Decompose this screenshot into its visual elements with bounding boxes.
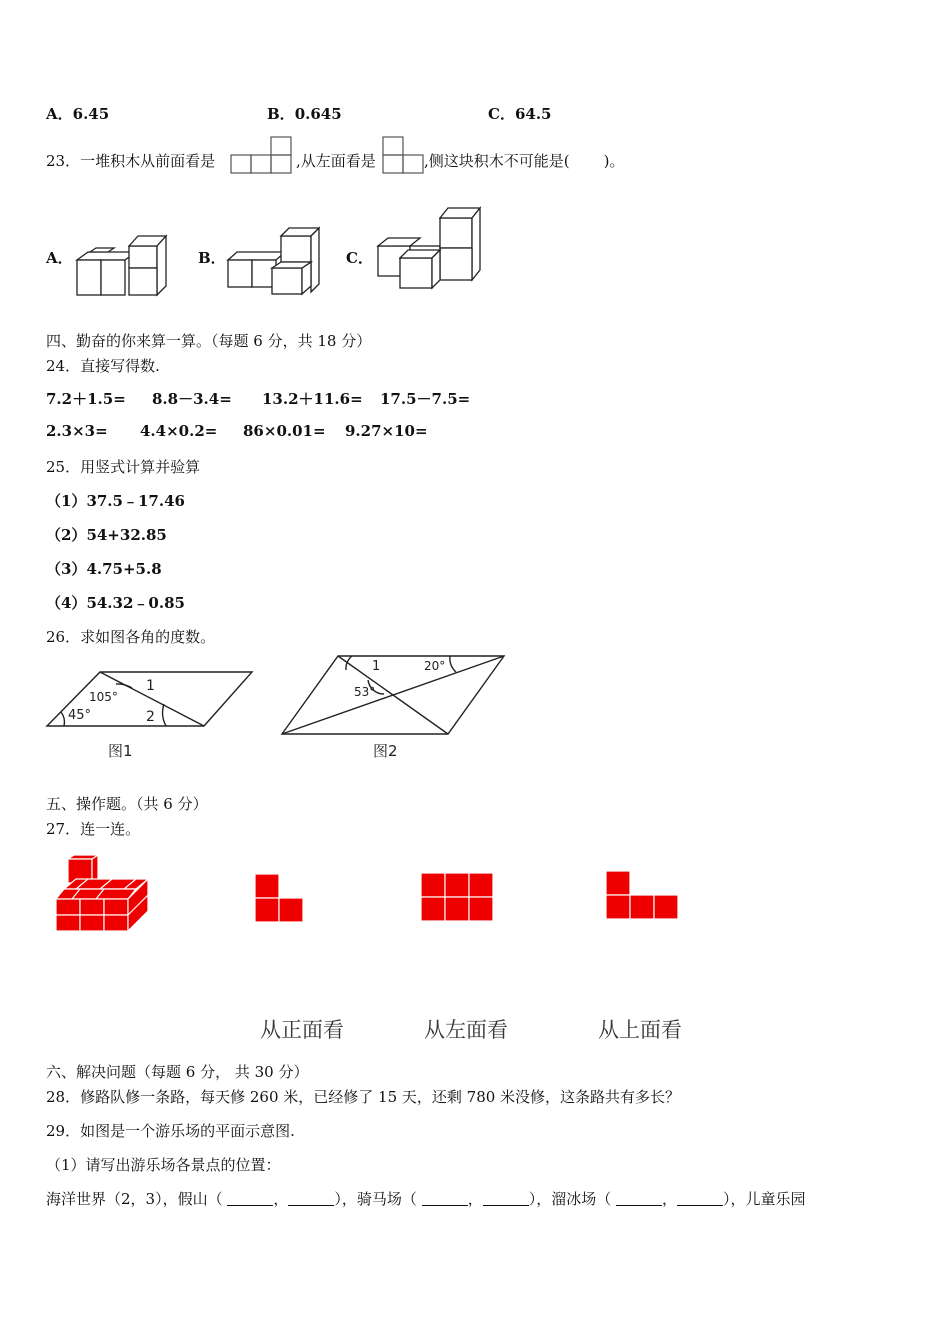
label-top-view: 从上面看 <box>598 1018 682 1042</box>
calc-5: 2.3×3= <box>46 422 108 440</box>
cubes-c-icon <box>374 206 486 292</box>
q25-item-3: （3）4.75+5.8 <box>46 560 162 578</box>
fig1-angle-45: 45° <box>68 708 92 723</box>
fig2-caption: 图2 <box>373 742 398 760</box>
calc-6: 4.4×0.2= <box>140 422 218 440</box>
ice-y-blank[interactable] <box>677 1191 723 1206</box>
section-5-title: 五、操作题。（共 6 分） <box>46 795 208 813</box>
calc-2: 8.8－3.4= <box>152 390 232 408</box>
q23-option-a-label: A． <box>46 249 73 267</box>
fig2-angle-1: 1 <box>372 659 381 674</box>
q25-item-2: （2）54+32.85 <box>46 526 167 544</box>
calc-7: 86×0.01= <box>243 422 326 440</box>
question-27-title: 27．连一连。 <box>46 820 141 838</box>
q23-text-2: ,从左面看是 <box>296 152 376 170</box>
fig1-angle-2: 2 <box>146 709 155 725</box>
calc-4: 17.5－7.5= <box>380 390 471 408</box>
question-25-title: 25．用竖式计算并验算 <box>46 458 201 476</box>
horse-x-blank[interactable] <box>422 1191 468 1206</box>
calc-3: 13.2＋11.6= <box>262 390 363 408</box>
option-b: B．0.645 <box>267 105 342 123</box>
fig1-angle-105: 105° <box>89 690 118 704</box>
cubes-b-icon <box>225 226 320 298</box>
section-6-title: 六、解决问题（每题 6 分， 共 30 分） <box>46 1063 309 1081</box>
red-view-2 <box>420 872 494 924</box>
front-view-icon <box>230 135 294 175</box>
q25-item-4: （4）54.32﹣0.85 <box>46 594 185 612</box>
q25-item-1: （1）37.5﹣17.46 <box>46 492 185 510</box>
q23-text-1: 23．一堆积木从前面看是 <box>46 152 216 170</box>
question-28: 28．修路队修一条路，每天修 260 米，已经修了 15 天，还剩 780 米没修，这条路共有多长？ <box>46 1088 681 1106</box>
question-26-title: 26．求如图各角的度数。 <box>46 628 216 646</box>
question-23 <box>46 150 215 171</box>
fig2-angle-53: 53° <box>354 685 376 699</box>
figure-2 <box>280 652 510 762</box>
q29-positions-line: 海洋世界（2，3），假山（ ， ），骑马场（ ， ），溜冰场（ ， ），儿童乐园 <box>46 1190 806 1208</box>
q29-subquestion-1: （1）请写出游乐场各景点的位置： <box>46 1156 281 1174</box>
section-4-title: 四、勤奋的你来算一算。（每题 6 分，共 18 分） <box>46 332 372 350</box>
q23-text-3: ,侧这块积木不可能是( )。 <box>424 152 625 170</box>
calc-1: 7.2＋1.5= <box>46 390 126 408</box>
question-29-title: 29．如图是一个游乐场的平面示意图. <box>46 1122 295 1140</box>
hill-x-blank[interactable] <box>227 1191 273 1206</box>
cubes-a-icon <box>74 232 169 298</box>
left-view-icon <box>382 135 424 175</box>
label-left-view: 从左面看 <box>424 1018 508 1042</box>
option-c: C．64.5 <box>488 105 552 123</box>
question-24-title: 24．直接写得数. <box>46 357 160 375</box>
horse-y-blank[interactable] <box>483 1191 529 1206</box>
label-front-view: 从正面看 <box>260 1018 344 1042</box>
q23-option-c-label: C． <box>346 249 373 267</box>
calc-8: 9.27×10= <box>345 422 428 440</box>
q23-option-b-label: B． <box>198 249 226 267</box>
fig2-angle-20: 20° <box>424 659 446 673</box>
ice-x-blank[interactable] <box>616 1191 662 1206</box>
hill-y-blank[interactable] <box>288 1191 334 1206</box>
figure-1 <box>44 664 259 762</box>
red-view-3 <box>605 870 681 922</box>
red-cube-structure <box>50 855 152 935</box>
fig1-caption: 图1 <box>108 742 133 760</box>
red-view-1 <box>254 873 306 925</box>
option-a: A．6.45 <box>46 105 110 123</box>
fig1-angle-1: 1 <box>146 678 155 694</box>
